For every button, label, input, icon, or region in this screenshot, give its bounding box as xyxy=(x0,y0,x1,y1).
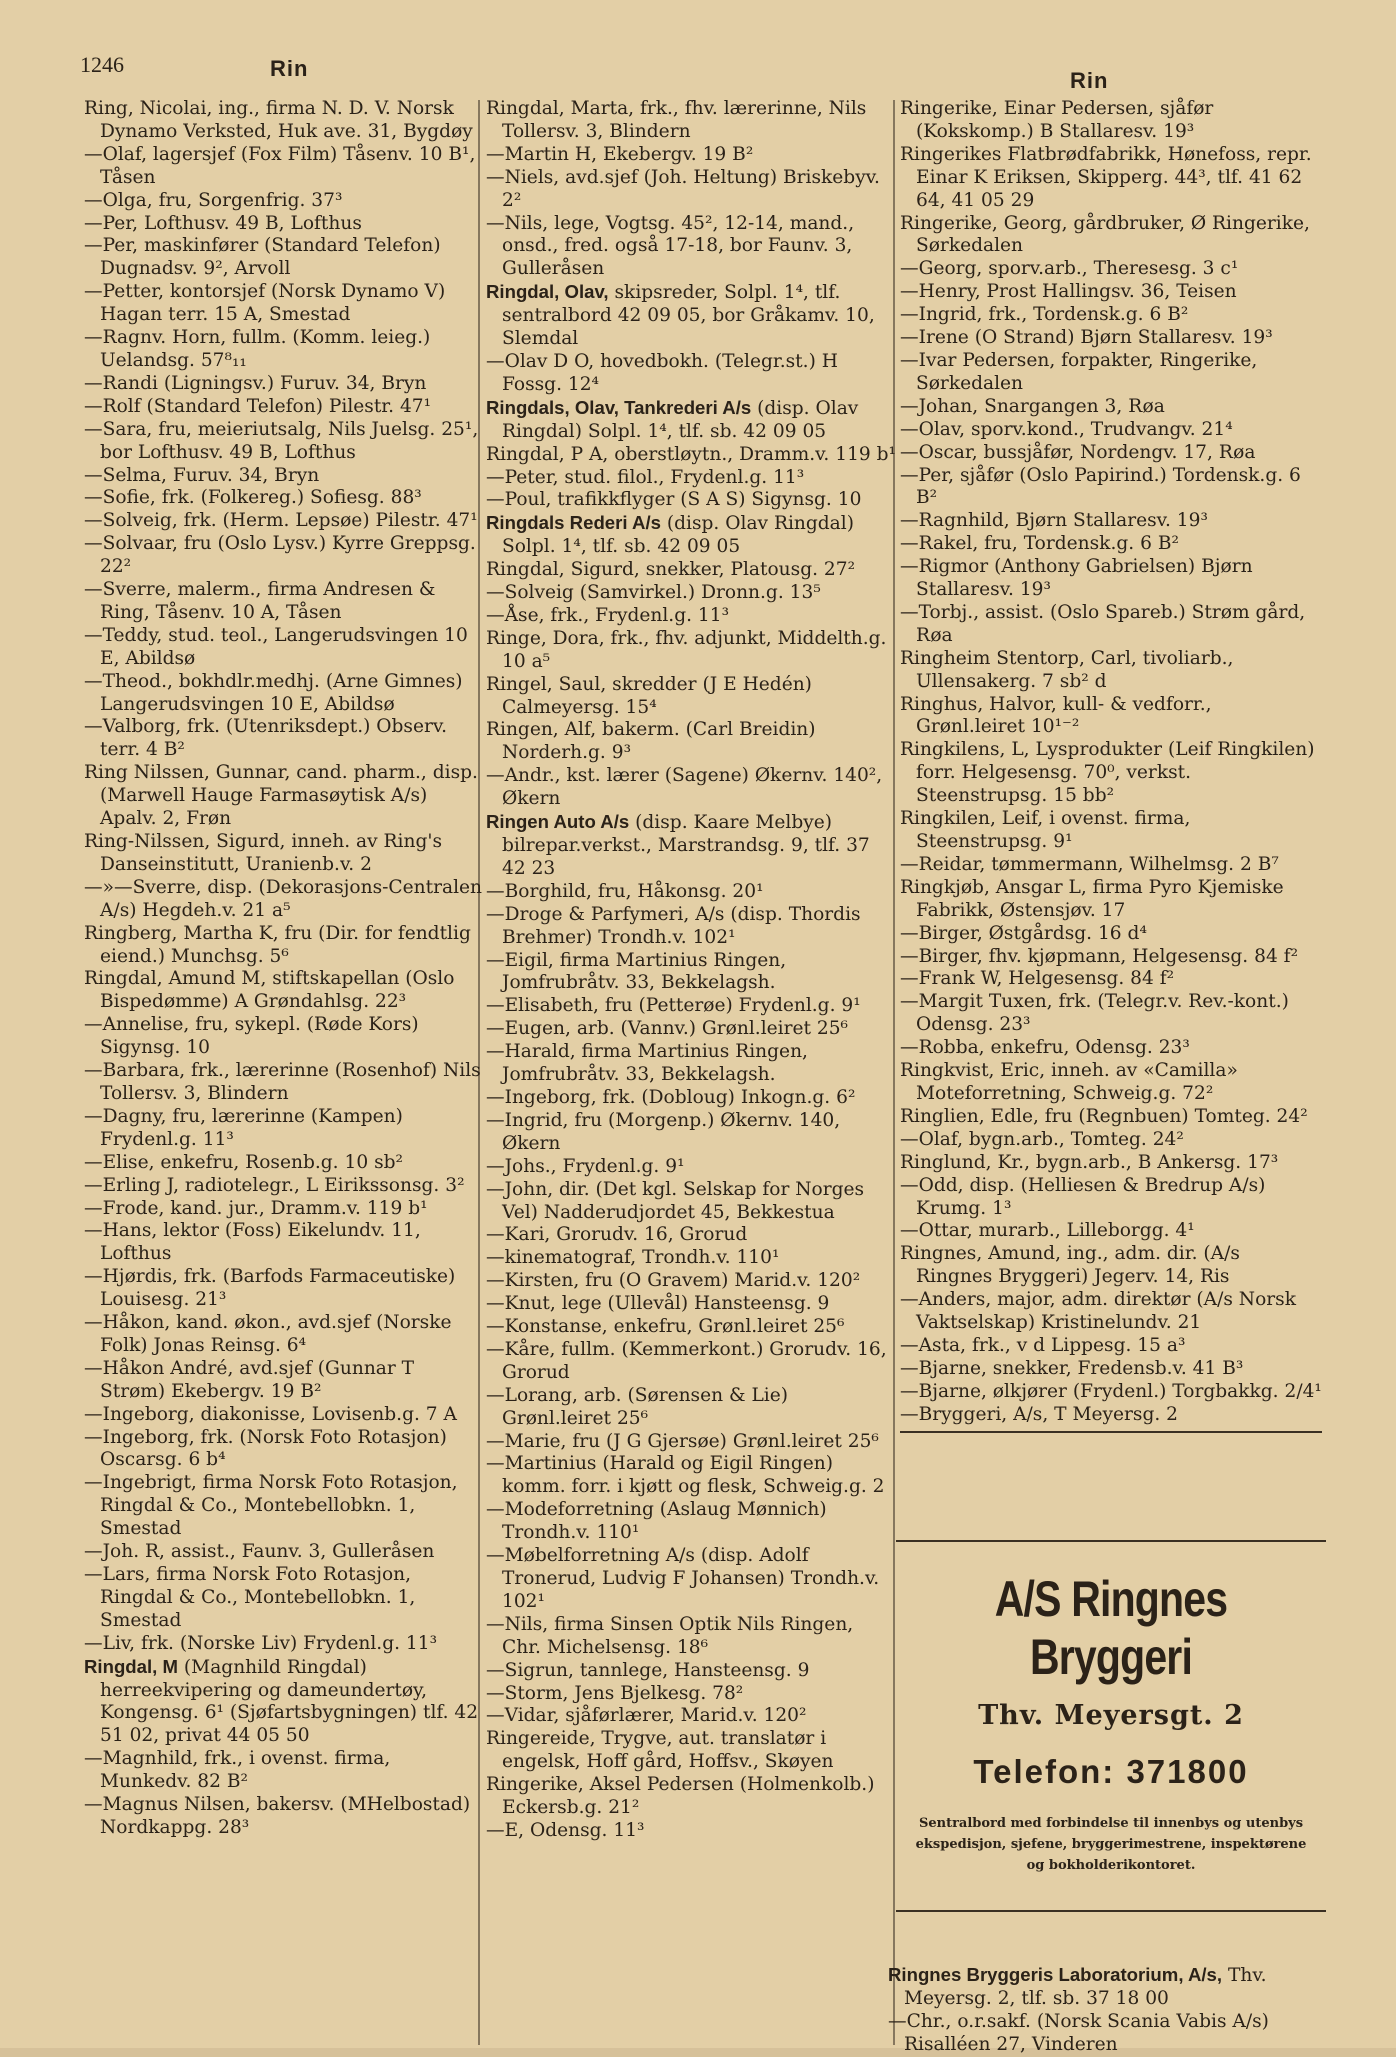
directory-entry xyxy=(900,808,1322,854)
entry-text: —Magnus Nilsen, bakersv. (MHelbostad) Nordkappg. 28³ xyxy=(84,1794,471,1838)
directory-entry xyxy=(486,144,898,167)
directory-entry xyxy=(486,1293,898,1316)
entry-bold-name: Ringdal, Olav, xyxy=(486,281,609,303)
entry-text: —Ragnv. Horn, fullm. (Komm. leieg.) Uelandsg. 57⁸₁₁ xyxy=(84,327,431,371)
entry-text: —Håkon, kand. økon., avd.sjef (Norske Folk) Jonas Reinsg. 6⁴ xyxy=(84,1312,452,1356)
entry-text: —Nils, firma Sinsen Optik Nils Ringen, Chr. Michelsensg. 18⁶ xyxy=(486,1613,854,1658)
directory-entry xyxy=(486,1683,898,1706)
page-number: 1246 xyxy=(80,52,124,77)
entry-text: —Oscar, bussjåfør, Nordengv. 17, Røa xyxy=(900,441,1256,463)
directory-entry xyxy=(84,1358,482,1404)
entry-text: —Lars, firma Norsk Foto Rotasjon, Ringdal & Co., Montebellobkn. 1, Smestad xyxy=(84,1564,416,1631)
directory-entry xyxy=(486,1316,898,1339)
directory-entry xyxy=(486,811,898,881)
entry-text: —Kåre, fullm. (Kemmerkont.) Grorudv. 16, Grorud xyxy=(486,1338,887,1383)
directory-entry xyxy=(900,1381,1322,1404)
entry-text: Ringerikes Flatbrødfabrikk, Hønefoss, repr. Einar K Eriksen, Skipperg. 44³, tlf. 41 62 64, 41 05 29 xyxy=(900,143,1312,211)
ad-small-text: Sentralbord med forbindelse til innenbys og utenbys ekspedisjon, sjefene, bryggerimestrene, inspektørene og bokholderikontoret. xyxy=(915,1816,1307,1873)
directory-entry xyxy=(486,1660,898,1683)
entry-text: —Harald, firma Martinius Ringen, Jomfrubråtv. 33, Bekkelagsh. xyxy=(486,1041,808,1086)
directory-entry xyxy=(900,1404,1322,1433)
directory-entry xyxy=(486,1614,898,1660)
directory-entry xyxy=(84,923,482,969)
entry-text: Ringdal, Marta, frk., fhv. lærerinne, Nils Tollersv. 3, Blindern xyxy=(486,98,867,142)
entry-text: —Selma, Furuv. 34, Bryn xyxy=(84,464,320,486)
entry-text: —Storm, Jens Bjelkesg. 78² xyxy=(486,1682,744,1704)
entry-text: —Valborg, frk. (Utenriksdept.) Observ. terr. 4 B² xyxy=(84,716,448,761)
entry-text: —Olga, fru, Sorgenfrig. 37³ xyxy=(84,189,343,211)
directory-entry xyxy=(84,831,482,877)
directory-entry xyxy=(888,1964,1326,2011)
entry-text: —Møbelforretning A/s (disp. Adolf Tronerud, Ludvig F Johansen) Trondh.v. 102¹ xyxy=(486,1545,880,1612)
page-header xyxy=(0,38,1396,93)
entry-text: —John, dir. (Det kgl. Selskap for Norges Vel) Nadderudjordet 45, Bekkestua xyxy=(486,1178,865,1223)
entry-text: —Hjørdis, frk. (Barfods Farmaceutiske) Louisesg. 21³ xyxy=(84,1266,456,1311)
directory-entry xyxy=(900,1358,1322,1381)
entry-text: (disp. Olav Ringdal) Solpl. 1⁴, tlf. sb. 42 09 05 xyxy=(502,397,859,442)
directory-entry xyxy=(84,144,482,190)
entry-text: —Ingeborg, diakonisse, Lovisenb.g. 7 A xyxy=(84,1403,457,1425)
entry-text: —Rakel, fru, Tordensk.g. 6 B² xyxy=(900,533,1179,555)
entry-text: Ringkilen, Leif, i ovenst. firma, Steenstrupsg. 9¹ xyxy=(900,808,1191,852)
directory-entry xyxy=(900,442,1322,465)
running-head-right: Rin xyxy=(1070,68,1109,93)
directory-entry xyxy=(900,923,1322,946)
entry-text: —Rigmor (Anthony Gabrielsen) Bjørn Stallaresv. 19³ xyxy=(900,556,1253,601)
after-ad-entries xyxy=(888,1964,1326,2057)
entry-text: —Robba, enkefru, Odensg. 23³ xyxy=(900,1037,1190,1059)
entry-text: Ringdal, Sigurd, snekker, Platousg. 27² xyxy=(486,559,856,581)
ringnes-advertisement xyxy=(896,1540,1326,1948)
entry-text: Ringkvist, Eric, inneh. av «Camilla» Moteforretning, Schweig.g. 72² xyxy=(900,1060,1238,1104)
entry-text: —Ingebrigt, firma Norsk Foto Rotasjon, Ringdal & Co., Montebellobkn. 1, Smestad xyxy=(84,1472,458,1540)
directory-entry xyxy=(84,1152,482,1175)
entry-text: Thv. Meyersg. 2, tlf. sb. 37 18 00 xyxy=(904,1965,1267,2009)
entry-text: —»—Sverre, disp. (Dekorasjons-Centralen A/s) Hegdeh.v. 21 a⁵ xyxy=(84,876,483,921)
directory-entry xyxy=(486,605,898,628)
directory-entry xyxy=(84,465,482,488)
directory-entry xyxy=(84,1564,482,1633)
directory-entry xyxy=(486,1431,898,1454)
entry-text: —Per, sjåfør (Oslo Papirind.) Tordensk.g. 6 B² xyxy=(900,464,1301,509)
directory-entry xyxy=(84,213,482,236)
entry-bold-name: Ringen Auto A/s xyxy=(486,811,630,833)
directory-entry xyxy=(486,397,898,444)
directory-entry xyxy=(486,995,898,1018)
directory-entry xyxy=(84,968,482,1014)
entry-text: —Hans, lektor (Foss) Eikelundv. 11, Lofthus xyxy=(84,1220,421,1265)
directory-entry xyxy=(486,1339,898,1385)
directory-entry xyxy=(84,1106,482,1152)
entry-text: Ringkjøb, Ansgar L, firma Pyro Kjemiske Fabrikk, Østensjøv. 17 xyxy=(900,876,1284,921)
directory-entry xyxy=(84,1060,482,1106)
entry-text: —Eugen, arb. (Vannv.) Grønl.leiret 25⁶ xyxy=(486,1018,848,1040)
entry-text: Ring, Nicolai, ing., firma N. D. V. Norsk Dynamo Verksted, Huk ave. 31, Bygdøy xyxy=(84,98,473,142)
entry-text: —Bryggeri, A/s, T Meyersg. 2 xyxy=(900,1403,1179,1425)
entry-text: —Ragnhild, Bjørn Stallaresv. 19³ xyxy=(900,510,1208,532)
directory-entry xyxy=(84,762,482,831)
directory-entry xyxy=(900,556,1322,602)
directory-entry xyxy=(900,1289,1322,1335)
entry-text: Ringe, Dora, frk., fhv. adjunkt, Middelth.g. 10 a⁵ xyxy=(486,627,887,672)
entry-text: —Sofie, frk. (Folkereg.) Sofiesg. 88³ xyxy=(84,487,422,509)
entry-text: —Sara, fru, meieriutsalg, Nils Juelsg. 25¹, bor Lofthusv. 49 B, Lofthus xyxy=(84,418,479,463)
entry-text: —Randi (Ligningsv.) Furuv. 34, Bryn xyxy=(84,372,427,394)
directory-entry xyxy=(84,1541,482,1564)
directory-entry xyxy=(486,628,898,674)
entry-text: —Ingeborg, frk. (Norsk Foto Rotasjon) Oscarsg. 6 b⁴ xyxy=(84,1426,447,1471)
entry-text: —Frank W, Helgesensg. 84 f² xyxy=(900,968,1175,990)
directory-entry xyxy=(486,1453,898,1499)
entry-text: —Odd, disp. (Helliesen & Bredrup A/s) Krumg. 1³ xyxy=(900,1174,1266,1219)
entry-text: —Konstanse, enkefru, Grønl.leiret 25⁶ xyxy=(486,1316,845,1338)
directory-entry xyxy=(900,396,1322,419)
directory-entry xyxy=(486,559,898,582)
directory-entry xyxy=(900,533,1322,556)
directory-entry xyxy=(486,213,898,282)
entry-text: —Torbj., assist. (Oslo Spareb.) Strøm gård, Røa xyxy=(900,601,1306,646)
entry-text: —Bjarne, snekker, Fredensb.v. 41 B³ xyxy=(900,1357,1244,1379)
entry-text: skipsreder, Solpl. 1⁴, tlf. sentralbord 42 09 05, bor Gråkamv. 10, Slemdal xyxy=(502,282,875,350)
directory-entry xyxy=(84,327,482,373)
directory-entry xyxy=(486,167,898,213)
directory-entry xyxy=(84,1794,482,1840)
entry-text: Ringel, Saul, skredder (J E Hedén) Calmeyersg. 15⁴ xyxy=(486,673,812,718)
ad-top-rule xyxy=(896,1540,1326,1542)
directory-entry xyxy=(486,719,898,765)
entry-text: —Frode, kand. jur., Dramm.v. 119 b¹ xyxy=(84,1197,428,1219)
entry-text: —Knut, lege (Ullevål) Hansteensg. 9 xyxy=(486,1293,830,1315)
entry-text: —Per, Lofthusv. 49 B, Lofthus xyxy=(84,212,362,234)
entry-text: —Anders, major, adm. direktør (A/s Norsk Vaktselskap) Kristinelundv. 21 xyxy=(900,1289,1296,1334)
entry-bold-name: Ringdals Rederi A/s xyxy=(486,512,661,534)
entry-text: —Poul, trafikkflyger (S A S) Sigynsg. 10 xyxy=(486,489,862,511)
entry-text: —Droge & Parfymeri, A/s (disp. Thordis Brehmer) Trondh.v. 102¹ xyxy=(486,903,861,948)
ad-phone: Telefon: 371800 xyxy=(973,1753,1249,1790)
entry-text: Ringhus, Halvor, kull- & vedforr., Grønl.leiret 10¹⁻² xyxy=(900,693,1212,738)
entry-text: —Bjarne, ølkjører (Frydenl.) Torgbakkg. 2/4¹ xyxy=(900,1380,1322,1402)
directory-entry xyxy=(486,881,898,904)
entry-text: —Margit Tuxen, frk. (Telegr.v. Rev.-kont.) Odensg. 23³ xyxy=(900,991,1289,1036)
directory-entry xyxy=(900,648,1322,694)
entry-text: —Teddy, stud. teol., Langerudsvingen 10 E, Abildsø xyxy=(84,624,468,669)
directory-entry xyxy=(84,877,482,923)
entry-text: —Chr., o.r.sakf. (Norsk Scania Vabis A/s) Risalléen 27, Vinderen xyxy=(888,2010,1269,2055)
directory-entry xyxy=(900,304,1322,327)
directory-entry xyxy=(900,1129,1322,1152)
directory-column-1 xyxy=(84,98,482,1840)
directory-entry xyxy=(84,1472,482,1541)
entry-text: —Lorang, arb. (Sørensen & Lie) Grønl.leiret 25⁶ xyxy=(486,1384,789,1429)
directory-entry xyxy=(486,1774,898,1820)
entry-bold-name: Ringdals, Olav, Tankrederi A/s xyxy=(486,396,752,418)
directory-entry xyxy=(486,1385,898,1431)
directory-entry xyxy=(900,991,1322,1037)
entry-bold-name: Ringdal, M xyxy=(84,1655,178,1677)
directory-entry xyxy=(900,694,1322,740)
directory-entry xyxy=(486,1224,898,1247)
directory-entry xyxy=(900,281,1322,304)
directory-entry xyxy=(900,877,1322,923)
directory-entry xyxy=(486,1728,898,1774)
directory-entry xyxy=(900,739,1322,808)
entry-text: —Henry, Prost Hallingsv. 36, Teisen xyxy=(900,281,1237,303)
entry-text: Ringdal, P A, oberstløytn., Dramm.v. 119 b¹ xyxy=(486,443,897,465)
directory-entry xyxy=(486,1270,898,1293)
entry-text: —E, Odensg. 11³ xyxy=(486,1819,645,1841)
directory-entry xyxy=(486,674,898,720)
entry-text: Ringlund, Kr., bygn.arb., B Ankersg. 17³ xyxy=(900,1151,1279,1173)
entry-text: Ringheim Stentorp, Carl, tivoliarb., Ullensakerg. 7 sb² d xyxy=(900,647,1234,692)
directory-entry xyxy=(900,602,1322,648)
entry-text: —Sigrun, tannlege, Hansteensg. 9 xyxy=(486,1659,810,1681)
directory-entry xyxy=(486,1247,898,1270)
entry-text: —Niels, avd.sjef (Joh. Heltung) Briskebyv. 2² xyxy=(486,166,880,211)
entry-text: —Vidar, sjåførlærer, Marid.v. 120² xyxy=(486,1705,807,1727)
entry-text: —Olav D O, hovedbokh. (Telegr.st.) H Fossg. 12⁴ xyxy=(486,350,838,395)
entry-text: —Erling J, radiotelegr., L Eirikssonsg. 3² xyxy=(84,1174,465,1196)
entry-text: —Ottar, murarb., Lilleborgg. 4¹ xyxy=(900,1220,1195,1242)
ad-address: Thv. Meyersgt. 2 xyxy=(978,1700,1244,1731)
directory-entry xyxy=(900,98,1322,144)
entry-text: Ringereide, Trygve, aut. translatør i engelsk, Hoff gård, Hoffsv., Skøyen xyxy=(486,1728,834,1773)
entry-text: —Solveig (Samvirkel.) Dronn.g. 13⁵ xyxy=(486,582,821,604)
directory-entry xyxy=(84,625,482,671)
entry-text: —Åse, frk., Frydenl.g. 11³ xyxy=(486,604,730,626)
directory-entry xyxy=(84,373,482,396)
directory-entry xyxy=(900,144,1322,213)
directory-entry xyxy=(900,465,1322,511)
directory-entry xyxy=(84,1220,482,1266)
directory-entry xyxy=(486,1499,898,1545)
directory-entry xyxy=(900,419,1322,442)
directory-entry xyxy=(84,281,482,327)
entry-text: Ringnes, Amund, ing., adm. dir. (A/s Ringnes Bryggeri) Jegerv. 14, Ris xyxy=(900,1243,1240,1288)
entry-text: Ringen, Alf, bakerm. (Carl Breidin) Norderh.g. 9³ xyxy=(486,719,816,764)
entry-text: —Annelise, fru, sykepl. (Røde Kors) Sigynsg. 10 xyxy=(84,1014,419,1059)
directory-entry xyxy=(84,1748,482,1794)
entry-text: —Håkon André, avd.sjef (Gunnar T Strøm) Ekebergv. 19 B² xyxy=(84,1357,415,1402)
directory-entry xyxy=(486,1018,898,1041)
directory-entry xyxy=(888,2011,1326,2057)
directory-entry xyxy=(84,235,482,281)
entry-text: —Nils, lege, Vogtsg. 45², 12-14, mand., onsd., fred. også 17-18, bor Faunv. 3, Gulleråsen xyxy=(486,212,855,280)
directory-entry xyxy=(84,1404,482,1427)
entry-text: —Elise, enkefru, Rosenb.g. 10 sb² xyxy=(84,1151,403,1173)
directory-entry xyxy=(486,351,898,397)
entry-text: —Asta, frk., v d Lippesg. 15 a³ xyxy=(900,1334,1186,1356)
entry-text: —Ivar Pedersen, forpakter, Ringerike, Sørkedalen xyxy=(900,349,1258,394)
directory-entry xyxy=(486,444,898,467)
directory-entry xyxy=(900,1037,1322,1060)
directory-entry xyxy=(84,487,482,510)
entry-text: —Reidar, tømmermann, Wilhelmsg. 2 B⁷ xyxy=(900,853,1279,875)
entry-text: —Martinius (Harald og Eigil Ringen) komm. forr. i kjøtt og flesk, Schweig.g. 2 xyxy=(486,1453,885,1498)
directory-entry xyxy=(486,467,898,490)
entry-text: —Kirsten, fru (O Gravem) Marid.v. 120² xyxy=(486,1270,861,1292)
entry-text: Ringlien, Edle, fru (Regnbuen) Tomteg. 24² xyxy=(900,1105,1308,1127)
entry-text: —Irene (O Strand) Bjørn Stallaresv. 19³ xyxy=(900,327,1273,349)
directory-entry xyxy=(486,1087,898,1110)
entry-text: —Olaf, bygn.arb., Tomteg. 24² xyxy=(900,1128,1184,1150)
entry-text: —Barbara, frk., lærerinne (Rosenhof) Nils Tollersv. 3, Blindern xyxy=(84,1060,481,1104)
entry-text: (disp. Kaare Melbye) bilrepar.verkst., Marstrandsg. 9, tlf. 37 42 23 xyxy=(502,812,870,879)
directory-entry xyxy=(84,1312,482,1358)
entry-text: —Johs., Frydenl.g. 9¹ xyxy=(486,1155,685,1177)
directory-entry xyxy=(900,1175,1322,1221)
directory-entry xyxy=(486,1110,898,1156)
entry-text: Ring-Nilssen, Sigurd, inneh. av Ring's Danseinstitutt, Uranienb.v. 2 xyxy=(84,831,443,875)
running-head-left: Rin xyxy=(270,56,309,81)
directory-entry xyxy=(84,1198,482,1221)
directory-entry xyxy=(900,968,1322,991)
entry-text: —Theod., bokhdlr.medhj. (Arne Gimnes) Langerudsvingen 10 E, Abildsø xyxy=(84,670,463,715)
directory-entry xyxy=(84,98,482,144)
entry-text: —Martin H, Ekebergv. 19 B² xyxy=(486,143,754,165)
directory-entry xyxy=(84,1427,482,1473)
entry-text: —Kari, Grorudv. 16, Grorud xyxy=(486,1224,748,1246)
entry-text: —Solvaar, fru (Oslo Lysv.) Kyrre Greppsg. 22² xyxy=(84,533,476,578)
directory-entry xyxy=(900,1220,1322,1243)
entry-text: —Borghild, fru, Håkonsg. 20¹ xyxy=(486,880,764,902)
entry-text: —Birger, fhv. kjøpmann, Helgesensg. 84 f² xyxy=(900,945,1299,967)
directory-entry xyxy=(486,1820,898,1843)
directory-entry xyxy=(84,190,482,213)
directory-entry xyxy=(84,716,482,762)
directory-entry xyxy=(900,946,1322,969)
entry-text: —Liv, frk. (Norske Liv) Frydenl.g. 11³ xyxy=(84,1632,438,1654)
directory-entry xyxy=(486,1041,898,1087)
entry-text: Ringerike, Aksel Pedersen (Holmenkolb.) Eckersb.g. 21² xyxy=(486,1774,875,1819)
entry-text: Ringerike, Georg, gårdbruker, Ø Ringerike, Sørkedalen xyxy=(900,212,1310,257)
directory-entry xyxy=(486,765,898,811)
ad-bottom-rule xyxy=(896,1910,1326,1912)
directory-entry xyxy=(486,512,898,559)
directory-column-3 xyxy=(900,98,1322,1433)
entry-text: —Ingrid, fru (Morgenp.) Økernv. 140, Økern xyxy=(486,1109,841,1154)
directory-entry xyxy=(900,350,1322,396)
entry-text: —Per, maskinfører (Standard Telefon) Dugnadsv. 9², Arvoll xyxy=(84,235,441,280)
entry-text: —Ingrid, frk., Tordensk.g. 6 B² xyxy=(900,304,1189,326)
entry-text: Ringkilens, L, Lysprodukter (Leif Ringkilen) forr. Helgesensg. 70⁰, verkst. Steenstrupsg. 15 bb² xyxy=(900,739,1315,807)
directory-entry xyxy=(486,950,898,996)
entry-text: —Peter, stud. filol., Frydenl.g. 11³ xyxy=(486,466,805,488)
directory-entry xyxy=(486,582,898,605)
directory-entry xyxy=(84,396,482,419)
directory-entry xyxy=(486,904,898,950)
entry-bold-name: Ringnes Bryggeris Laboratorium, A/s, xyxy=(888,1964,1223,1985)
entry-text: —Elisabeth, fru (Petterøe) Frydenl.g. 9¹ xyxy=(486,995,861,1017)
entry-text: Ringdal, Amund M, stiftskapellan (Oslo Bispedømme) A Grøndahlsg. 22³ xyxy=(84,968,455,1013)
directory-entry xyxy=(900,1106,1322,1129)
directory-entry xyxy=(900,213,1322,259)
directory-column-2 xyxy=(486,98,898,1843)
entry-text: —Dagny, fru, lærerinne (Kampen) Frydenl.g. 11³ xyxy=(84,1105,403,1150)
entry-text: —Petter, kontorsjef (Norsk Dynamo V) Hagan terr. 15 A, Smestad xyxy=(84,281,446,326)
directory-entry xyxy=(900,1243,1322,1289)
entry-text: Ringberg, Martha K, fru (Dir. for fendtlig eiend.) Munchsg. 5⁶ xyxy=(84,922,471,967)
entry-text: —Rolf (Standard Telefon) Pilestr. 47¹ xyxy=(84,395,432,417)
entry-text: —Magnhild, frk., i ovenst. firma, Munkedv. 82 B² xyxy=(84,1748,391,1793)
ad-title: A/S Ringnes Bryggeri xyxy=(994,1571,1228,1685)
entry-text: —Sverre, malerm., firma Andresen & Ring, Tåsenv. 10 A, Tåsen xyxy=(84,579,436,623)
directory-entry xyxy=(84,671,482,717)
entry-text: —Solveig, frk. (Herm. Lepsøe) Pilestr. 47¹ xyxy=(84,510,478,532)
directory-entry xyxy=(84,1633,482,1656)
directory-entry xyxy=(900,1152,1322,1175)
directory-entry xyxy=(486,1705,898,1728)
entry-text: —Birger, Østgårdsg. 16 d⁴ xyxy=(900,922,1147,944)
entry-text: —Eigil, firma Martinius Ringen, Jomfrubråtv. 33, Bekkelagsh. xyxy=(486,949,787,994)
entry-text: (disp. Olav Ringdal) Solpl. 1⁴, tlf. sb. 42 09 05 xyxy=(502,513,854,558)
directory-entry xyxy=(84,1656,482,1749)
entry-text: (Magnhild Ringdal) herreekvipering og dameundertøy, Kongensg. 6¹ (Sjøfartsbygningen) tlf. 42 51 02, privat 44 05 50 xyxy=(100,1656,479,1747)
directory-entry xyxy=(900,1335,1322,1358)
directory-entry xyxy=(84,533,482,579)
directory-entry xyxy=(486,98,898,144)
directory-entry xyxy=(900,510,1322,533)
directory-entry xyxy=(900,327,1322,350)
directory-entry xyxy=(900,258,1322,281)
entry-text: —Modeforretning (Aslaug Mønnich) Trondh.v. 110¹ xyxy=(486,1499,827,1544)
directory-entry xyxy=(84,1175,482,1198)
entry-text: Ringerike, Einar Pedersen, sjåfør (Kokskomp.) B Stallaresv. 19³ xyxy=(900,98,1214,142)
directory-entry xyxy=(84,510,482,533)
directory-entry xyxy=(486,281,898,351)
entry-text: —kinematograf, Trondh.v. 110¹ xyxy=(486,1247,780,1269)
directory-entry xyxy=(84,1266,482,1312)
entry-text: —Olaf, lagersjef (Fox Film) Tåsenv. 10 B¹, Tåsen xyxy=(84,143,476,188)
entry-text: —Andr., kst. lærer (Sagene) Økernv. 140², Økern xyxy=(486,765,883,810)
entry-text: —Ingeborg, frk. (Dobloug) Inkogn.g. 6² xyxy=(486,1086,856,1108)
directory-entry xyxy=(84,419,482,465)
directory-entry xyxy=(900,1060,1322,1106)
directory-entry xyxy=(486,1179,898,1225)
entry-text: —Olav, sporv.kond., Trudvangv. 21⁴ xyxy=(900,418,1233,440)
entry-text: —Joh. R, assist., Faunv. 3, Gulleråsen xyxy=(84,1541,435,1563)
directory-entry xyxy=(486,489,898,512)
entry-text: —Johan, Snargangen 3, Røa xyxy=(900,395,1165,417)
entry-text: —Georg, sporv.arb., Theresesg. 3 c¹ xyxy=(900,258,1239,280)
entry-text: —Marie, fru (J G Gjersøe) Grønl.leiret 25⁶ xyxy=(486,1430,879,1452)
directory-entry xyxy=(486,1156,898,1179)
directory-entry xyxy=(84,579,482,625)
directory-entry xyxy=(486,1545,898,1614)
directory-entry xyxy=(900,854,1322,877)
entry-text: Ring Nilssen, Gunnar, cand. pharm., disp. (Marwell Hauge Farmasøytisk A/s) Apalv. 2, Frøn xyxy=(84,762,478,830)
directory-entry xyxy=(84,1014,482,1060)
